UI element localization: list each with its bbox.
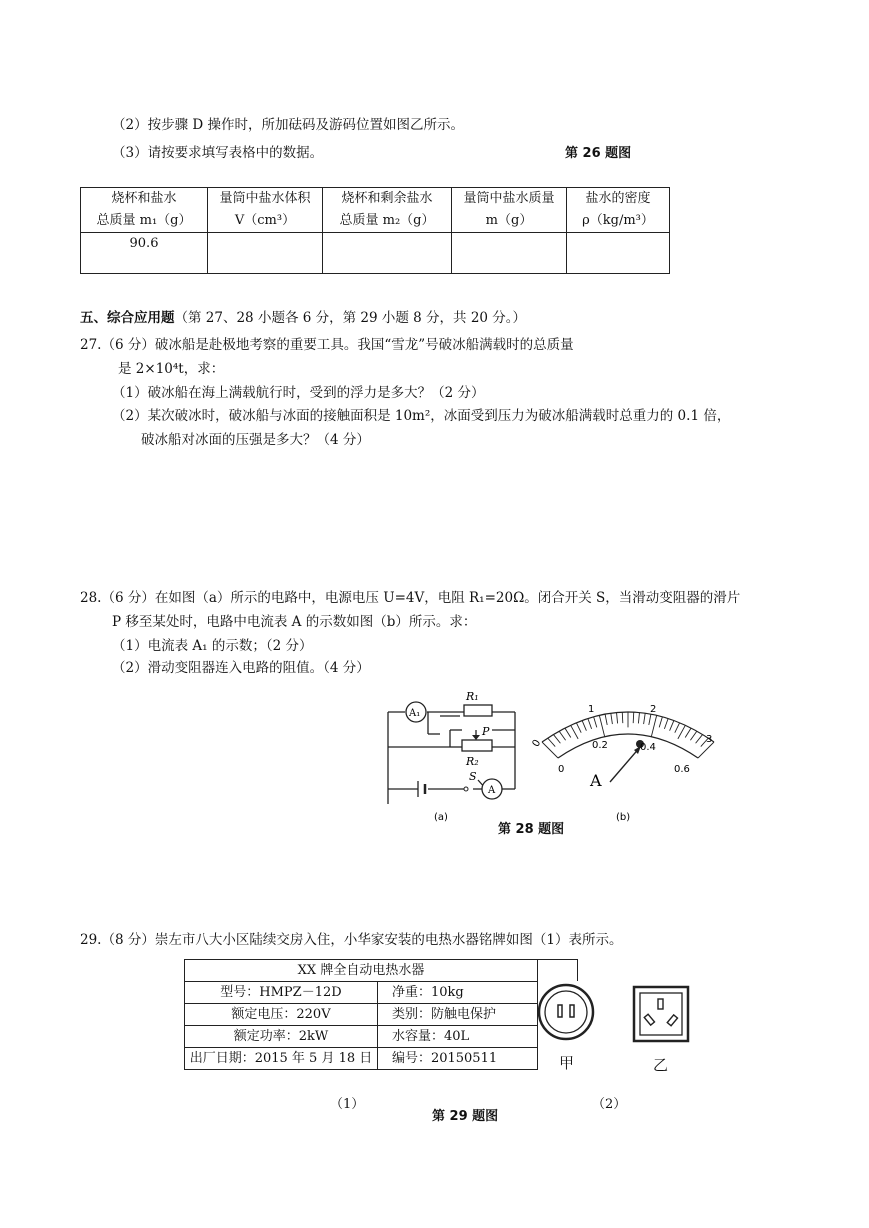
table-cell[interactable]	[452, 233, 567, 274]
meter-tick	[685, 728, 691, 737]
q28-sub1: （1）电流表 A₁ 的示数；（2 分）	[112, 638, 313, 654]
q27-line1: 27.（6 分）破冰船是赴极地考察的重要工具。我国“雪龙”号破冰船满载时的总质量	[80, 337, 574, 353]
meter-tick	[633, 712, 634, 723]
table-cell[interactable]: 90.6	[81, 233, 208, 274]
meter-tick	[582, 721, 586, 731]
label-a1: A₁	[409, 708, 421, 719]
label-2: （2）	[592, 1097, 627, 1112]
q28-figure-caption: 第 28 题图	[498, 822, 565, 837]
q26-step3: （3）请按要求填写表格中的数据。	[112, 145, 324, 161]
table-row	[81, 233, 670, 274]
meter-top-label: 1	[588, 704, 595, 715]
meter-tick	[649, 714, 651, 725]
table-cell: 水容量：40L	[377, 1026, 537, 1048]
meter-bottom-label: 0.2	[592, 740, 608, 751]
table-cell: 出厂日期：2015 年 5 月 18 日	[185, 1048, 378, 1070]
q26-step2: （2）按步骤 D 操作时，所加砝码及游码位置如图乙所示。	[112, 117, 464, 133]
table-row	[185, 982, 538, 1004]
meter-tick	[675, 723, 680, 733]
q26-data-table	[80, 187, 670, 274]
section-title: 五、综合应用题	[80, 310, 175, 326]
q29-line1: 29.（8 分）崇左市八大小区陆续交房入住，小华家安装的电热水器铭牌如图（1）表所示。	[80, 932, 623, 948]
two-pin-plug-icon	[536, 982, 596, 1042]
label-r1: R₁	[466, 690, 479, 703]
label-yi: 乙	[653, 1056, 669, 1074]
table-header-cell: 盐水的密度 ρ（kg/m³）	[567, 188, 670, 233]
slider-arrow-icon	[472, 735, 480, 740]
meter-tick	[611, 713, 613, 724]
table-header-cell: 量筒中盐水体积 V（cm³）	[208, 188, 323, 233]
table-row	[185, 1048, 538, 1070]
meter-unit-label: A	[590, 771, 602, 790]
meter-tick	[651, 715, 656, 736]
meter-tick	[670, 721, 674, 731]
ammeter-dial	[528, 690, 728, 830]
q27-sub2b: 破冰船对冰面的压强是多大？（4 分）	[141, 432, 370, 448]
table-cell[interactable]	[323, 233, 452, 274]
meter-tick	[622, 712, 623, 723]
label-figure-a: (a)	[434, 812, 448, 823]
label-s: S	[469, 770, 477, 783]
table-row	[185, 960, 538, 982]
q26-figure-caption: 第 26 题图	[565, 146, 632, 161]
table-row	[185, 1004, 538, 1026]
label-a: A	[488, 785, 496, 796]
table-row	[185, 1026, 538, 1048]
resistor-r1-icon	[464, 705, 492, 716]
nameplate-clip	[184, 959, 538, 1077]
table-header-cell: 量筒中盐水质量 m（g）	[452, 188, 567, 233]
table-top-border	[538, 959, 578, 960]
meter-tick	[571, 725, 578, 739]
three-pin-socket-icon	[632, 985, 690, 1043]
meter-top-label: 3	[706, 734, 713, 745]
meter-tick	[599, 715, 604, 736]
meter-tick	[565, 728, 571, 737]
meter-bottom-label: 0.4	[640, 742, 656, 753]
meter-tick	[553, 735, 560, 744]
meter-tick	[696, 735, 703, 744]
section-heading	[80, 306, 526, 326]
label-figure-b: (b)	[616, 812, 631, 823]
meter-tick	[659, 717, 662, 728]
meter-tick	[588, 719, 592, 729]
label-jia: 甲	[559, 1054, 575, 1072]
table-header-cell: 烧杯和盐水 总质量 m₁（g）	[81, 188, 208, 233]
meter-tick	[605, 714, 607, 725]
table-right-border	[577, 959, 578, 981]
meter-tick	[576, 723, 581, 733]
table-cell[interactable]	[567, 233, 670, 274]
meter-tick	[638, 713, 639, 724]
label-r2: R₂	[466, 755, 479, 768]
nameplate-title: XX 牌全自动电热水器	[185, 960, 538, 982]
table-cell: 净重：10kg	[377, 982, 537, 1004]
q29-figure-caption: 第 29 题图	[432, 1109, 499, 1124]
rheostat-r2-icon	[462, 740, 492, 751]
nameplate-table	[184, 959, 538, 1070]
meter-tick	[542, 742, 558, 758]
meter-bottom-label: 0.6	[674, 764, 690, 775]
table-header-row	[81, 188, 670, 233]
meter-tick	[690, 731, 696, 740]
meter-top-label: 0	[530, 737, 544, 749]
section-note: （第 27、28 小题各 6 分，第 29 小题 8 分，共 20 分。）	[174, 310, 527, 326]
table-header-cell: 烧杯和剩余盐水 总质量 m₂（g）	[323, 188, 452, 233]
label-p: P	[482, 725, 490, 738]
meter-bottom-label: 0	[558, 764, 565, 775]
table-cell[interactable]	[208, 233, 323, 274]
meter-tick	[559, 731, 565, 740]
meter-tick	[678, 725, 685, 739]
table-cell: 额定功率：2kW	[185, 1026, 378, 1048]
q28-line2: P 移至某处时，电路中电流表 A 的示数如图（b）所示。求：	[112, 614, 477, 630]
table-cell: 型号：HMPZ－12D	[185, 982, 378, 1004]
switch-icon	[464, 787, 468, 791]
table-cell: 编号：20150511	[377, 1048, 537, 1070]
meter-tick	[664, 719, 668, 729]
meter-top-label: 2	[650, 704, 657, 715]
q27-line2: 是 2×10⁴t，求：	[118, 361, 225, 377]
table-cell: 额定电压：220V	[185, 1004, 378, 1026]
q27-sub2a: （2）某次破冰时，破冰船与冰面的接触面积是 10m²，冰面受到压力为破冰船满载时总重力的 0.1 倍，	[112, 408, 731, 424]
label-1: （1）	[330, 1097, 365, 1112]
meter-tick	[548, 738, 555, 746]
meter-tick	[594, 717, 597, 728]
circuit-diagram	[380, 682, 530, 832]
meter-tick	[644, 713, 646, 724]
q28-sub2: （2）滑动变阻器连入电路的阻值。（4 分）	[112, 660, 370, 676]
q28-line1: 28.（6 分）在如图（a）所示的电路中，电源电压 U=4V，电阻 R₁=20Ω。闭合开关 S，当滑动变阻器的滑片	[80, 590, 741, 606]
table-cell: 类别：防触电保护	[377, 1004, 537, 1026]
meter-tick	[617, 713, 618, 724]
q27-sub1: （1）破冰船在海上满载航行时，受到的浮力是多大？（2 分）	[112, 385, 485, 401]
